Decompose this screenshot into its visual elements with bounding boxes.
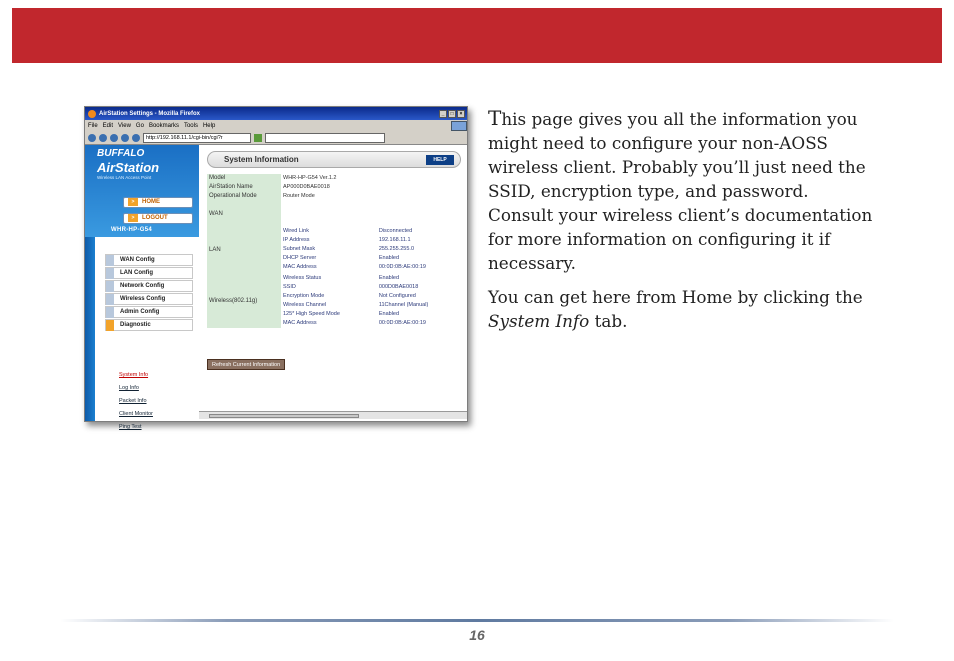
table-row: Subnet Mask 255.255.255.0 bbox=[283, 246, 415, 252]
url-input[interactable]: http://192.168.11.1/cgi-bin/cgi?r bbox=[143, 133, 251, 143]
menu-tools[interactable]: Tools bbox=[183, 122, 198, 129]
menu-diagnostic[interactable]: Diagnostic bbox=[105, 319, 193, 331]
reload-icon[interactable] bbox=[110, 134, 118, 142]
firefox-icon bbox=[88, 110, 96, 118]
config-menu bbox=[105, 254, 193, 332]
model-label: WHR-HP-G54 bbox=[111, 227, 153, 233]
go-icon[interactable] bbox=[254, 134, 262, 142]
submenu-log-info[interactable]: Log Info bbox=[119, 385, 139, 391]
menu-network-config[interactable]: Network Config bbox=[105, 280, 193, 292]
system-info-header bbox=[207, 151, 461, 168]
table-row: Encryption Mode Not Configured bbox=[283, 293, 416, 299]
maximize-icon[interactable]: □ bbox=[448, 110, 456, 118]
router-main bbox=[199, 145, 467, 421]
product-name: AirStation bbox=[97, 160, 160, 175]
header-band bbox=[12, 8, 942, 63]
table-row: MAC Address 00:0D:0B:AE:00:19 bbox=[283, 264, 426, 270]
paragraph-2-end: tab. bbox=[589, 311, 628, 331]
scrollbar-thumb[interactable] bbox=[209, 414, 359, 418]
submenu-client-monitor[interactable]: Client Monitor bbox=[119, 411, 153, 417]
home-icon[interactable] bbox=[132, 134, 140, 142]
product-tagline: Wireless LAN Access Point bbox=[97, 175, 152, 180]
browser-navbar bbox=[85, 131, 467, 145]
system-info-reference: System Info bbox=[488, 311, 590, 331]
forward-icon[interactable] bbox=[99, 134, 107, 142]
table-row: Model WHR-HP-G54 Ver.1.2 bbox=[209, 175, 337, 181]
minimize-icon[interactable]: _ bbox=[439, 110, 447, 118]
logout-label: LOGOUT bbox=[142, 215, 168, 221]
table-row: WAN bbox=[207, 201, 461, 227]
stop-icon[interactable] bbox=[121, 134, 129, 142]
menu-go[interactable]: Go bbox=[135, 122, 144, 129]
arrow-icon: > bbox=[128, 214, 138, 222]
throbber-icon bbox=[451, 121, 467, 131]
menu-lan-config[interactable]: LAN Config bbox=[105, 267, 193, 279]
arrow-icon: > bbox=[128, 198, 138, 206]
paragraph-1 bbox=[488, 106, 878, 275]
menu-view[interactable]: View bbox=[118, 122, 131, 129]
menu-file[interactable]: File bbox=[88, 122, 98, 129]
home-button[interactable] bbox=[123, 197, 193, 208]
submenu-system-info[interactable]: System Info bbox=[119, 372, 149, 378]
table-row: DHCP Server Enabled bbox=[283, 255, 400, 261]
router-screenshot bbox=[84, 106, 468, 430]
submenu-packet-info[interactable]: Packet Info bbox=[119, 398, 147, 404]
body-text bbox=[488, 106, 878, 333]
footer-rule bbox=[60, 619, 894, 622]
drop-cap: T bbox=[488, 106, 502, 130]
system-info-table bbox=[207, 174, 461, 328]
paragraph-1-text: his page gives you all the information you might need to configure your non-AOSS wireless client. Probably you’ll just need the SSID, encryption type, and password. Consult your wireless client’s documentation for more information on configuring it if necessary. bbox=[488, 109, 873, 273]
home-label: HOME bbox=[142, 199, 160, 205]
submenu-ping-test[interactable]: Ping Test bbox=[119, 424, 142, 430]
paragraph-2-start: You can get here from Home by clicking the bbox=[488, 287, 863, 307]
browser-titlebar bbox=[85, 107, 467, 120]
table-row: Operational Mode Router Mode bbox=[209, 193, 315, 199]
help-button[interactable]: HELP bbox=[426, 155, 454, 165]
table-row: LAN Wired Link Disconnected bbox=[207, 227, 461, 236]
menu-help[interactable]: Help bbox=[202, 122, 216, 129]
table-row: AirStation Name AP000D0BAE0018 bbox=[209, 184, 330, 190]
refresh-button[interactable]: Refresh Current Information bbox=[207, 359, 285, 370]
menu-wireless-config[interactable]: Wireless Config bbox=[105, 293, 193, 305]
horizontal-scrollbar[interactable] bbox=[199, 411, 467, 419]
back-icon[interactable] bbox=[88, 134, 96, 142]
menu-admin-config[interactable]: Admin Config bbox=[105, 306, 193, 318]
brand-logo: BUFFALO bbox=[97, 148, 145, 159]
page-number: 16 bbox=[469, 627, 485, 643]
menu-wan-config[interactable]: WAN Config bbox=[105, 254, 193, 266]
page-title: System Information bbox=[224, 155, 299, 164]
browser-menubar bbox=[85, 120, 467, 131]
table-row: Wireless Channel 11Channel (Manual) bbox=[283, 302, 429, 308]
menu-edit[interactable]: Edit bbox=[102, 122, 114, 129]
browser-title: AirStation Settings - Mozilla Firefox bbox=[99, 110, 201, 117]
table-row: MAC Address 00:0D:0B:AE:00:19 bbox=[283, 320, 426, 326]
diagnostic-submenu bbox=[119, 372, 153, 437]
table-row: IP Address 192.168.11.1 bbox=[283, 237, 411, 243]
logout-button[interactable] bbox=[123, 213, 193, 224]
menu-bookmarks[interactable]: Bookmarks bbox=[148, 122, 179, 129]
table-row: SSID 000D0BAE0018 bbox=[283, 284, 419, 290]
search-input[interactable] bbox=[265, 133, 385, 143]
router-sidebar bbox=[85, 145, 199, 430]
table-row: Wireless(802.11g) Wireless Status Enabled bbox=[207, 274, 461, 283]
close-icon[interactable]: × bbox=[457, 110, 465, 118]
paragraph-2 bbox=[488, 285, 878, 333]
table-row: 125* High Speed Mode Enabled bbox=[283, 311, 400, 317]
